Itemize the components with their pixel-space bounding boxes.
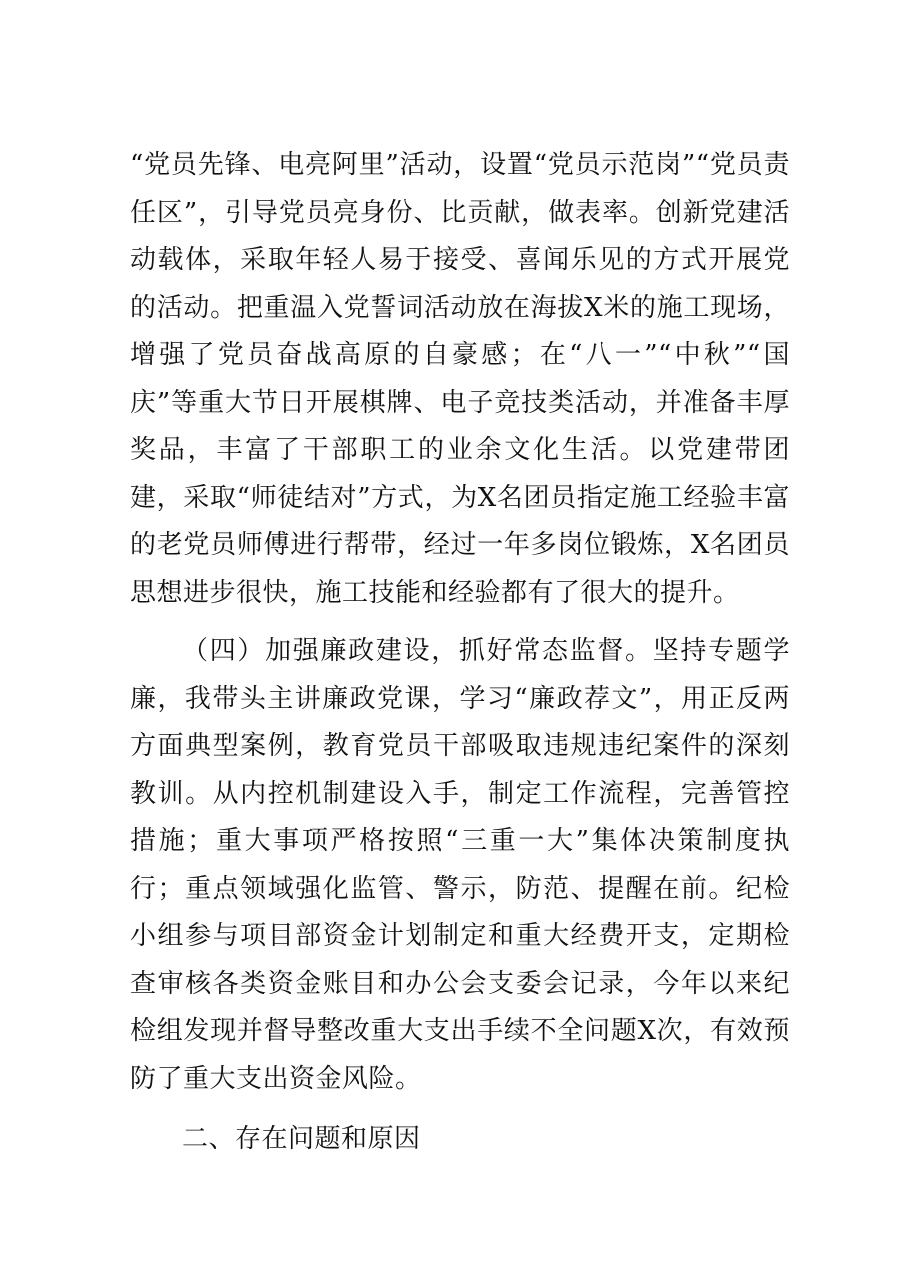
paragraph-integrity-building: （四）加强廉政建设，抓好常态监督。坚持专题学廉，我带头主讲廉政党课，学习“廉政荐文”，用正反两方面典型案例，教育党员干部吸取违规违纪案件的深刻教训。从内控机制建设入手，制定工作流程，完善管控措施；重大事项严格按照“三重一大”集体决策制度执行；重点领域强化监管、警示，防范、提醒在前。纪检小组参与项目部资金计划制定和重大经费开支，定期检查审核各类资金账目和办公会支委会记录，今年以来纪检组发现并督导整改重大支出手续不全问题X次，有效预防了重大支出资金风险。 [130,636,790,1094]
section-heading-problems: 二、存在问题和原因 [182,1124,421,1154]
document-body [130,142,790,1164]
paragraph-party-activities: “党员先锋、电亮阿里”活动，设置“党员示范岗”“党员责任区”，引导党员亮身份、比贡献，做表率。创新党建活动载体，采取年轻人易于接受、喜闻乐见的方式开展党的活动。把重温入党誓词活动放在海拔X米的施工现场，增强了党员奋战高原的自豪感；在“八一”“中秋”“国庆”等重大节日开展棋牌、电子竞技类活动，并准备丰厚奖品，丰富了干部职工的业余文化生活。以党建带团建，采取“师徒结对”方式，为X名团员指定施工经验丰富的老党员师傅进行帮带，经过一年多岗位锻炼，X名团员思想进步很快，施工技能和经验都有了很大的提升。 [130,150,790,608]
